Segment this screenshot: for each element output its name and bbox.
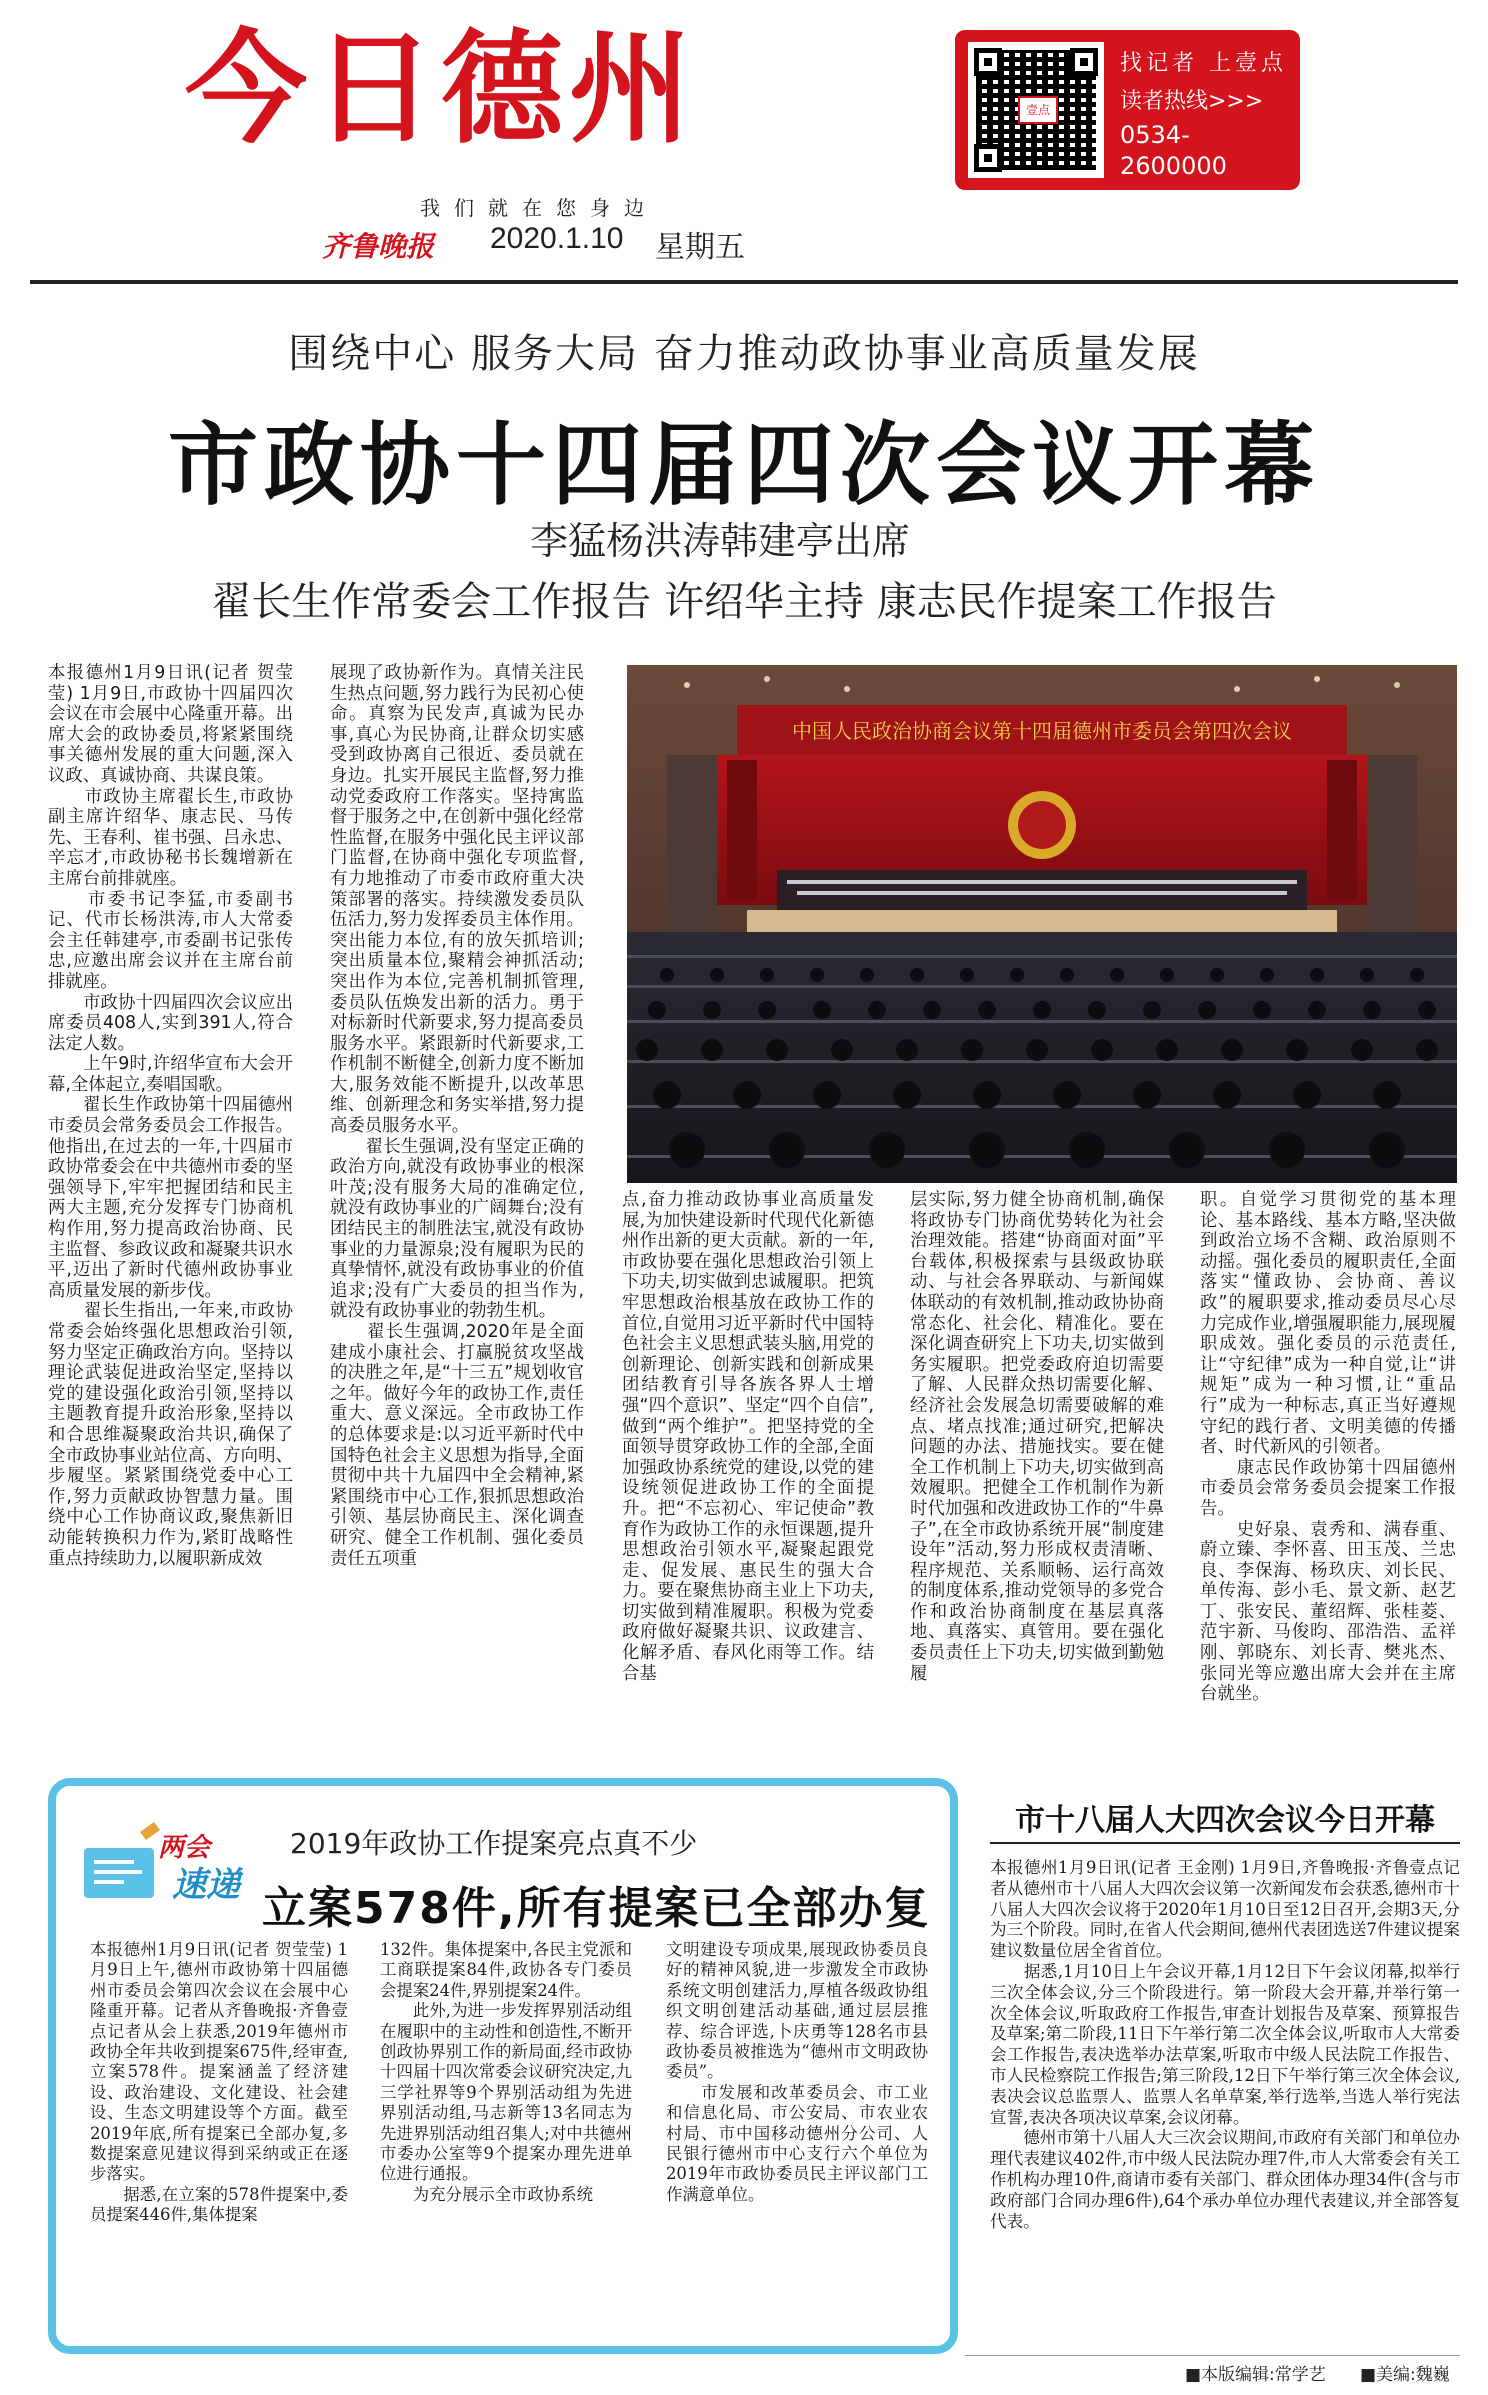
- footer-rule: [965, 2355, 1460, 2356]
- qr-logo-icon: 壹点: [1018, 96, 1058, 124]
- footer-editor: ■本版编辑:常学艺: [1185, 2365, 1326, 2385]
- briefing-column-1: 本报德州1月9日讯(记者 贺莹莹) 1月9日上午,德州市政协第十四届德州市委员会第四次会议在会展中心隆重开幕。记者从齐鲁晚报·齐鲁壹点记者从会上获悉,2019年德州市政协全年共收到提案675件,经审查,立案578件。提案涵盖了经济建设、政治建设、文化建设、社会建设、生态文明建设等个方面。截至2019年底,所有提案已全部办复,多数提案意见建议得到采纳或正在逐步落实。 据悉,在立案的578件提案中,委员提案446件,集体提案: [90, 1940, 348, 2225]
- lead-column-4: 层实际,努力健全协商机制,确保将政协专门协商优势转化为社会治理效能。搭建“协商面对面”平台载体,积极探索与县级政协联动、与社会各界联动、与新闻媒体联动的有效机制,推动政协协商常态化、社会化、精准化。要在深化调查研究上下功夫,切实做到务实履职。把党委政府迫切需要了解、人民群众热切需要化解、经济社会发展急切需要破解的难点、堵点找准;通过研究,把解决问题的办法、措施找实。要在健全工作机制上下功夫,切实做到高效履职。把健全工作机制作为新时代加强和改进政协工作的“牛鼻子”,在全市政协系统开展“制度建设年”活动,努力形成权责清晰、程序规范、关系顺畅、运行高效的制度体系,推动党领导的多党合作和政治协商制度在基层真落地、真落实、真管用。要在强化委员责任上下功夫,切实做到勤勉履: [910, 1190, 1164, 1684]
- issue-date: 2020.1.10: [490, 222, 624, 255]
- conference-photo: [627, 665, 1457, 1183]
- briefing-column-3: 文明建设专项成果,展现政协委员良好的精神风貌,进一步激发全市政协系统文明创建活力,厚植各级政协组织文明创建活动基础,通过层层推荐、综合评选,卜庆勇等128名市县政协委员被推选为“德州市文明政协委员”。 市发展和改革委员会、市工业和信息化局、市公安局、市农业农村局、市中国移动德州分公司、人民银行德州市中心支行六个单位为2019年市政协委员民主评议部门工作满意单位。: [666, 1940, 928, 2204]
- lead-column-5: 职。自觉学习贯彻党的基本理论、基本路线、基本方略,坚决做到政治立场不含糊、政治原则不动摇。强化委员的履职责任,全面落实“懂政协、会协商、善议政”的履职要求,推动委员尽心尽力完成作业,增强履职能力,展现履职成效。强化委员的示范责任,让“守纪律”成为一种自觉,让“讲规矩”成为一种习惯,让“重品行”成为一种标志,真正当好遵规守纪的践行者、文明美德的传播者、时代新风的引领者。 康志民作政协第十四届德州市委员会常务委员会提案工作报告。 史好泉、袁秀和、满春重、蔚立臻、李怀喜、田玉茂、兰忠良、李保海、杨玖庆、刘长民、单传海、彭小毛、景文新、赵艺丁、张安民、董绍辉、张桂菱、范宇新、马俊昀、邵浩浩、孟祥刚、郭晓东、刘长青、樊兆杰、张同光等应邀出席大会并在主席台就坐。: [1200, 1190, 1456, 1705]
- photo-banner-text: 中国人民政治协商会议第十四届德州市委员会第四次会议: [792, 719, 1292, 743]
- lead-headline: 市政协十四届四次会议开幕: [168, 413, 1320, 518]
- lead-subheadline-2: 翟长生作常委会工作报告 许绍华主持 康志民作提案工作报告: [211, 579, 1277, 625]
- two-sessions-badge: [80, 1818, 280, 1908]
- side-body: 本报德州1月9日讯(记者 王金刚) 1月9日,齐鲁晚报·齐鲁壹点记者从德州市十八届人大四次会议第一次新闻发布会获悉,德州市十八届人大四次会议将于2020年1月10日至12日召开,会期3天,分为三个阶段。同时,在省人代会期间,德州代表团选送7件建议提案建议数量位居全省首位。 据悉,1月10日上午会议开幕,1月12日下午会议闭幕,拟举行三次全体会议,分三个阶段进行。第一阶段大会开幕,并举行第一次全体会议,听取政府工作报告,审查计划报告及草案、预算报告及草案;第二阶段,11日下午举行第二次全体会议,听取市人大常委会工作报告,表决选举办法草案,听取市中级人民法院工作报告、市人民检察院工作报告;第三阶段,12日下午举行第三次全体会议,表决会议总监票人、监票人名单草案,举行选举,当选人举行宪法宣誓,表决各项决议草案,会议闭幕。 德州市第十八届人大三次会议期间,市政府有关部门和单位办理代表建议402件,市中级人民法院办理7件,市人大常委会有关工作机构办理10件,商请市委有关部门、群众团体办理34件(含与市政府部门合同办理6件),64个承办单位办理代表建议,并全部答复代表。: [990, 1858, 1460, 2231]
- masthead-slogan: 我们就在您身边: [420, 196, 658, 220]
- side-headline: 市十八届人大四次会议今日开幕: [1015, 1803, 1435, 1838]
- lead-column-3: 点,奋力推动政协事业高质量发展,为加快建设新时代现代化新德州作出新的更大贡献。新的一年,市政协要在强化思想政治引领上下功夫,切实做到忠诚履职。把筑牢思想政治根基放在政协工作的首位,自觉用习近平新时代中国特色社会主义思想武装头脑,用党的创新理论、创新实践和创新成果团结教育引导各族各界人士增强“四个意识”、坚定“四个自信”,做到“两个维护”。把坚持党的全面领导贯穿政协工作的全部,全面加强政协系统党的建设,以党的建设统领促进政协工作的全面提升。把“不忘初心、牢记使命”教育作为政协工作的永恒课题,提升思想政治引领水平,凝聚起跟党走、促发展、惠民生的强大合力。要在聚焦协商主业上下功夫,切实做到精准履职。积极为党委政府做好凝聚共识、议政建言、化解矛盾、春风化雨等工作。结合基: [622, 1190, 874, 1684]
- qr-code-icon[interactable]: [968, 42, 1104, 178]
- issue-weekday: 星期五: [655, 230, 745, 265]
- hotline-prompt: 读者热线>>>: [1120, 89, 1264, 114]
- lead-kicker: 围绕中心 服务大局 奋力推动政协事业高质量发展: [288, 331, 1200, 377]
- hotline-number: 0534-2600000: [1120, 121, 1227, 181]
- briefing-kicker: 2019年政协工作提案亮点真不少: [290, 1827, 698, 1860]
- lead-column-1: 本报德州1月9日讯(记者 贺莹莹) 1月9日,市政协十四届四次会议在市会展中心隆重开幕。出席大会的政协委员,将紧紧围绕事关德州发展的重大问题,深入议政、真诚协商、共谋良策。 市政协主席翟长生,市政协副主席许绍华、康志民、马传先、王春利、崔书强、吕永忠、辛忘才,市政协秘书长魏增新在主席台前排就座。 市委书记李猛,市委副书记、代市长杨洪涛,市人大常委会主任韩建亭,市委副书记张传忠,应邀出席会议并在主席台前排就座。 市政协十四届四次会议应出席委员408人,实到391人,符合法定人数。 上午9时,许绍华宣布大会开幕,全体起立,奏唱国歌。 翟长生作政协第十四届德州市委员会常务委员会工作报告。他指出,在过去的一年,十四届市政协常委会在中共德州市委的坚强领导下,牢牢把握团结和民主两大主题,充分发挥专门协商机构作用,努力提高政治协商、民主监督、参政议政和凝聚共识水平,迈出了新时代德州政协事业高质量发展的新步伐。 翟长生指出,一年来,市政协常委会始终强化思想政治引领,努力坚定正确政治方向。坚持以理论武装促进政治坚定,坚持以党的建设强化政治引领,坚持以主题教育提升政治形象,坚持以和合思维凝聚政治共识,确保了全市政协事业站位高、方向明、步履坚。紧紧围绕党委中心工作,努力贡献政协智慧力量。围绕中心工作协商议政,聚焦新旧动能转换积力作为,紧盯战略性重点持续助力,以履职新成效: [48, 663, 293, 1569]
- badge-top-text: 两会: [158, 1833, 211, 1863]
- briefing-headline: 立案578件,所有提案已全部办复: [262, 1883, 931, 1934]
- lead-column-2: 展现了政协新作为。真情关注民生热点问题,努力践行为民初心使命。真察为民发声,真诚为民办事,真心为民协商,让群众切实感受到政协离自己很近、委员就在身边。扎实开展民主监督,努力推动党委政府工作落实。坚持寓监督于服务之中,在创新中强化经常性监督,在服务中强化民主评议部门监督,在协商中强化专项监督,有力地推动了市委市政府重大决策部署的落实。持续激发委员队伍活力,努力发挥委员主体作用。突出能力本位,有的放矢抓培训;突出质量本位,聚精会神抓活动;突出作为本位,完善机制抓管理,委员队伍焕发出新的活力。勇于对标新时代新要求,努力提高委员服务水平。紧跟新时代新要求,工作机制不断健全,创新力度不断加大,服务效能不断提升,以改革思维、创新理念和务实举措,努力提高委员服务水平。 翟长生强调,没有坚定正确的政治方向,就没有政协事业的根深叶茂;没有服务大局的准确定位,就没有政协事业的广阔舞台;没有团结民主的制胜法宝,就没有政协事业的力量源泉;没有履职为民的真挚情怀,就没有政协事业的价值追求;没有广大委员的担当作为,就没有政协事业的勃勃生机。 翟长生强调,2020年是全面建成小康社会、打赢脱贫攻坚战的决胜之年,是“十三五”规划收官之年。做好今年的政协工作,责任重大、意义深远。全市政协工作的总体要求是:以习近平新时代中国特色社会主义思想为指导,全面贯彻中共十九届四中全会精神,紧紧围绕市中心工作,狠抓思想政治引领、基层协商民主、深化调查研究、健全工作机制、强化委员责任五项重: [330, 663, 584, 1569]
- badge-bottom-text: 速递: [172, 1865, 240, 1905]
- hotline-label: 找记者 上壹点: [1120, 51, 1287, 76]
- footer-designer: ■美编:魏巍: [1360, 2365, 1450, 2385]
- lead-subheadline-1: 李猛杨洪涛韩建亭出席: [530, 519, 911, 563]
- masthead-brand: 齐鲁晚报: [322, 230, 435, 263]
- masthead-title: 今日德州: [185, 18, 697, 160]
- briefing-column-2: 132件。集体提案中,各民主党派和工商联提案84件,政协各专门委员会提案24件,界别提案24件。 此外,为进一步发挥界别活动组在履职中的主动性和创造性,不断开创政协界别工作的新局面,经市政协十四届十四次常委会议研究决定,九三学社界等9个界别活动组为先进界别活动组,马志新等13名同志为先进界别活动组召集人;对中共德州市委办公室等9个提案办理先进单位进行通报。 为充分展示全市政协系统: [380, 1940, 632, 2204]
- side-headline-rule: [990, 1842, 1460, 1844]
- masthead-divider: [30, 280, 1458, 284]
